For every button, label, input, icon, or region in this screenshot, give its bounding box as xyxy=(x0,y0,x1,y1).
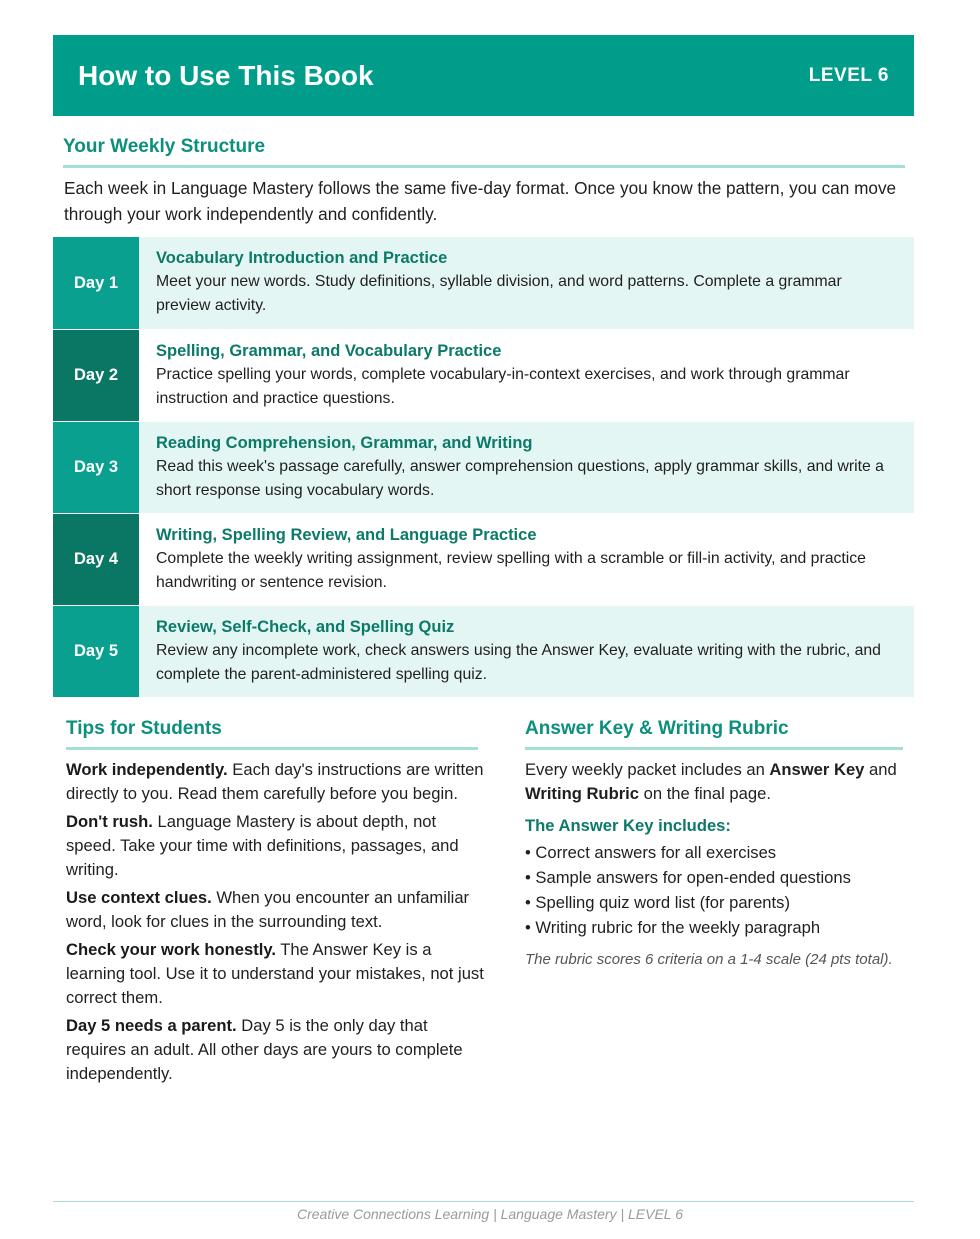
day-title: Reading Comprehension, Grammar, and Writing xyxy=(156,434,533,452)
day-row xyxy=(53,329,914,421)
page-footer: Creative Connections Learning | Language Mastery | LEVEL 6 xyxy=(296,1206,684,1222)
day-title: Writing, Spelling Review, and Language Practice xyxy=(156,526,537,544)
weekly-structure-heading: Your Weekly Structure xyxy=(63,136,905,168)
tip-text: When you encounter an unfamiliar word, look for clues in the surrounding text. xyxy=(66,888,470,931)
day-row xyxy=(53,513,914,605)
day-row xyxy=(53,605,914,697)
list-item: • Sample answers for open-ended questions xyxy=(525,868,851,887)
tips-heading: Tips for Students xyxy=(66,718,478,750)
tip-item xyxy=(66,758,484,806)
tip-text: Language Mastery is about depth, not speed. Take your time with definitions, passages, and writing. xyxy=(66,812,459,879)
answer-key-heading: Answer Key & Writing Rubric xyxy=(525,718,903,750)
day-label: Day 3 xyxy=(53,422,139,513)
intro-bold: Writing Rubric xyxy=(525,784,640,803)
page-title: How to Use This Book xyxy=(78,59,374,91)
day-body xyxy=(139,330,914,421)
tip-lead: Check your work honestly. xyxy=(66,940,276,959)
day-description: Meet your new words. Study definitions, syllable division, and word patterns. Complete a grammar preview activity. xyxy=(156,273,842,314)
day-body xyxy=(139,422,914,513)
day-label: Day 1 xyxy=(53,237,139,329)
tip-lead: Day 5 needs a parent. xyxy=(66,1016,237,1035)
intro-bold: Answer Key xyxy=(769,760,865,779)
tip-lead: Use context clues. xyxy=(66,888,212,907)
day-row xyxy=(53,421,914,513)
day-title: Review, Self-Check, and Spelling Quiz xyxy=(156,618,455,636)
day-description: Review any incomplete work, check answers using the Answer Key, evaluate writing with the rubric, and complete the parent-administered spelling quiz. xyxy=(156,642,881,683)
tip-lead: Don't rush. xyxy=(66,812,153,831)
day-label: Day 2 xyxy=(53,330,139,421)
rubric-note: The rubric scores 6 criteria on a 1-4 scale (24 pts total). xyxy=(525,951,893,968)
tip-item xyxy=(66,938,484,1010)
day-description: Complete the weekly writing assignment, review spelling with a scramble or fill-in activity, and practice handwriting or sentence revision. xyxy=(156,550,866,591)
tip-item xyxy=(66,886,484,934)
answer-key-subheading: The Answer Key includes: xyxy=(525,816,731,835)
answer-key-list xyxy=(525,840,905,940)
tip-text: Each day's instructions are written directly to you. Read them carefully before you begin. xyxy=(66,760,484,803)
intro-text: and xyxy=(864,760,897,779)
list-item: • Spelling quiz word list (for parents) xyxy=(525,893,790,912)
tip-text: Day 5 is the only day that requires an adult. All other days are yours to complete independently. xyxy=(66,1016,463,1083)
page-header xyxy=(53,35,914,116)
answer-key-section xyxy=(525,758,905,970)
tip-item xyxy=(66,1014,484,1086)
answer-key-intro xyxy=(525,758,905,806)
day-label: Day 5 xyxy=(53,606,139,697)
tip-text: The Answer Key is a learning tool. Use it to understand your mistakes, not just correct them. xyxy=(66,940,484,1007)
intro-text: Every weekly packet includes an xyxy=(525,760,770,779)
day-title: Spelling, Grammar, and Vocabulary Practice xyxy=(156,342,502,360)
footer-divider xyxy=(53,1201,914,1202)
tips-list xyxy=(66,758,484,1090)
day-body xyxy=(139,606,914,697)
level-badge: LEVEL 6 xyxy=(808,64,889,86)
day-table xyxy=(53,237,914,697)
list-item: • Correct answers for all exercises xyxy=(525,843,777,862)
weekly-intro: Each week in Language Mastery follows the same five-day format. Once you know the pattern, you can move through your work independently and confidently. xyxy=(64,178,897,224)
day-row xyxy=(53,237,914,329)
tip-item xyxy=(66,810,484,882)
day-label: Day 4 xyxy=(53,514,139,605)
day-description: Practice spelling your words, complete vocabulary-in-context exercises, and work through grammar instruction and practice questions. xyxy=(156,366,850,407)
list-item: • Writing rubric for the weekly paragraph xyxy=(525,918,821,937)
intro-text: on the final page. xyxy=(639,784,771,803)
tip-lead: Work independently. xyxy=(66,760,228,779)
day-body xyxy=(139,514,914,605)
day-title: Vocabulary Introduction and Practice xyxy=(156,249,448,267)
day-body xyxy=(139,237,914,329)
day-description: Read this week's passage carefully, answer comprehension questions, apply grammar skills, and write a short response using vocabulary words. xyxy=(156,458,884,499)
